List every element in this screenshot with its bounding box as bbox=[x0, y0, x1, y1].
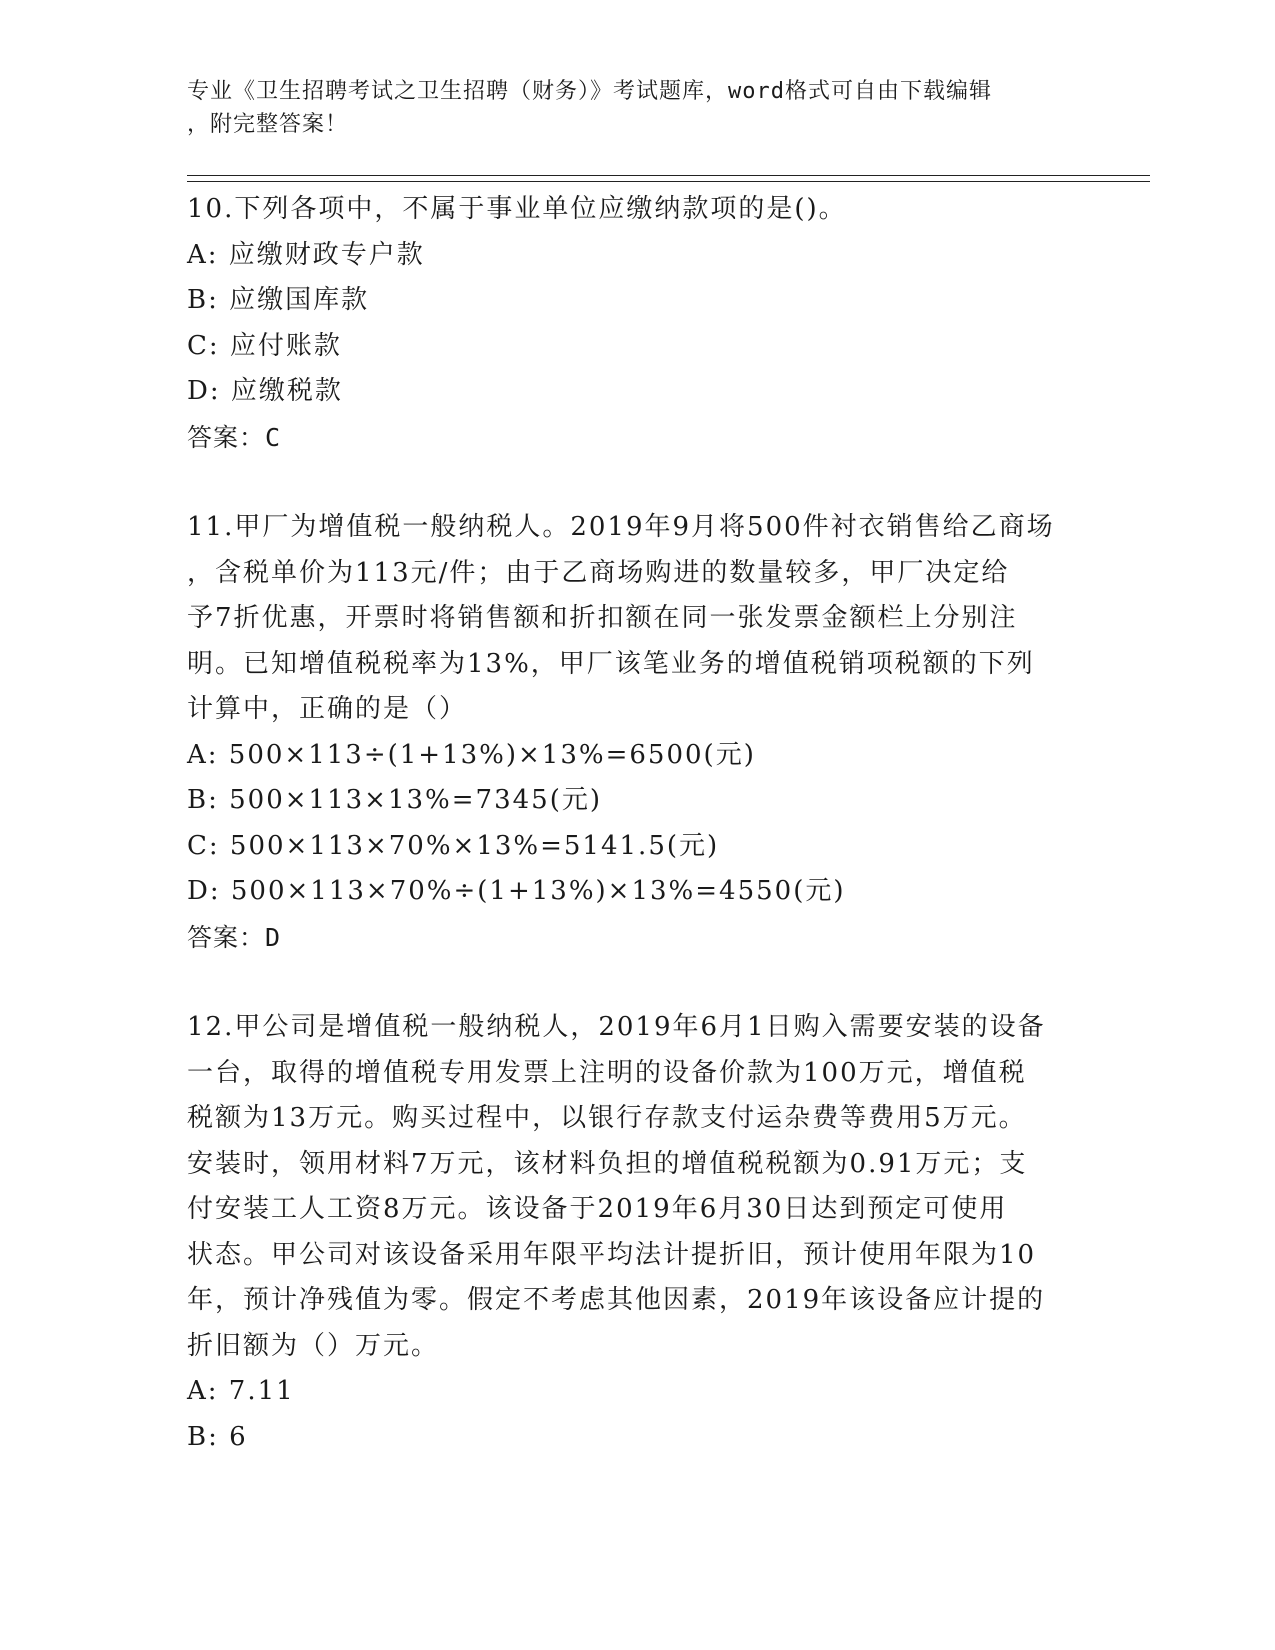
question-text-line: 一台，取得的增值税专用发票上注明的设备价款为100万元，增值税 bbox=[187, 1057, 1027, 1088]
header-divider-top bbox=[187, 175, 1150, 176]
question-text-line: 明。已知增值税税率为13%，甲厂该笔业务的增值税销项税额的下列 bbox=[187, 648, 1035, 679]
question-text-line: 税额为13万元。购买过程中，以银行存款支付运杂费等费用5万元。 bbox=[187, 1103, 1027, 1133]
option-b: B: 500×113×13%=7345(元) bbox=[187, 785, 602, 815]
question-text-line: ，含税单价为113元/件；由于乙商场购进的数量较多，甲厂决定给 bbox=[187, 557, 1010, 588]
option-c: C: 500×113×70%×13%=5141.5(元) bbox=[187, 830, 720, 861]
question-text-line: 年，预计净残值为零。假定不考虑其他因素，2019年该设备应计提的 bbox=[187, 1285, 1046, 1315]
option-c: C: 应付账款 bbox=[187, 330, 342, 361]
option-b: B: 6 bbox=[187, 1421, 248, 1452]
question-text-line: 安装时，领用材料7万元，该材料负担的增值税税额为0.91万元；支 bbox=[187, 1148, 1028, 1179]
document-header bbox=[187, 75, 1067, 141]
question-list bbox=[187, 187, 1087, 1460]
question-text-line: 计算中，正确的是（） bbox=[187, 694, 468, 724]
option-d: D: 500×113×70%÷(1+13%)×13%=4550(元) bbox=[187, 876, 846, 906]
question-12 bbox=[187, 1005, 1087, 1460]
answer-label: 答案：C bbox=[187, 422, 282, 452]
option-a: A: 500×113÷(1+13%)×13%=6500(元) bbox=[187, 739, 756, 770]
question-text-line: 10.下列各项中，不属于事业单位应缴纳款项的是()。 bbox=[187, 194, 847, 224]
question-text-line: 12.甲公司是增值税一般纳税人，2019年6月1日购入需要安装的设备 bbox=[187, 1012, 1046, 1042]
header-divider-bottom bbox=[187, 181, 1150, 182]
option-b: B: 应缴国库款 bbox=[187, 285, 370, 315]
header-line-1: 专业《卫生招聘考试之卫生招聘（财务）》考试题库，word格式可自由下载编辑 bbox=[187, 79, 992, 104]
question-text-line: 付安装工人工资8万元。该设备于2019年6月30日达到预定可使用 bbox=[187, 1194, 1008, 1224]
question-11 bbox=[187, 505, 1087, 960]
option-a: A: 应缴财政专户款 bbox=[187, 239, 425, 270]
question-text-line: 11.甲厂为增值税一般纳税人。2019年9月将500件衬衣销售给乙商场 bbox=[187, 512, 1055, 542]
answer-label: 答案：D bbox=[187, 922, 282, 952]
question-text-line: 状态。甲公司对该设备采用年限平均法计提折旧，预计使用年限为10 bbox=[187, 1239, 1037, 1270]
option-a: A: 7.11 bbox=[187, 1376, 295, 1406]
question-10 bbox=[187, 187, 1087, 460]
option-d: D: 应缴税款 bbox=[187, 376, 343, 406]
question-text-line: 予7折优惠，开票时将销售额和折扣额在同一张发票金额栏上分别注 bbox=[187, 603, 1018, 633]
question-spacer bbox=[187, 960, 1087, 1005]
question-spacer bbox=[187, 460, 1087, 505]
header-line-2: ，附完整答案！ bbox=[187, 112, 349, 137]
question-text-line: 折旧额为（）万元。 bbox=[187, 1330, 440, 1361]
